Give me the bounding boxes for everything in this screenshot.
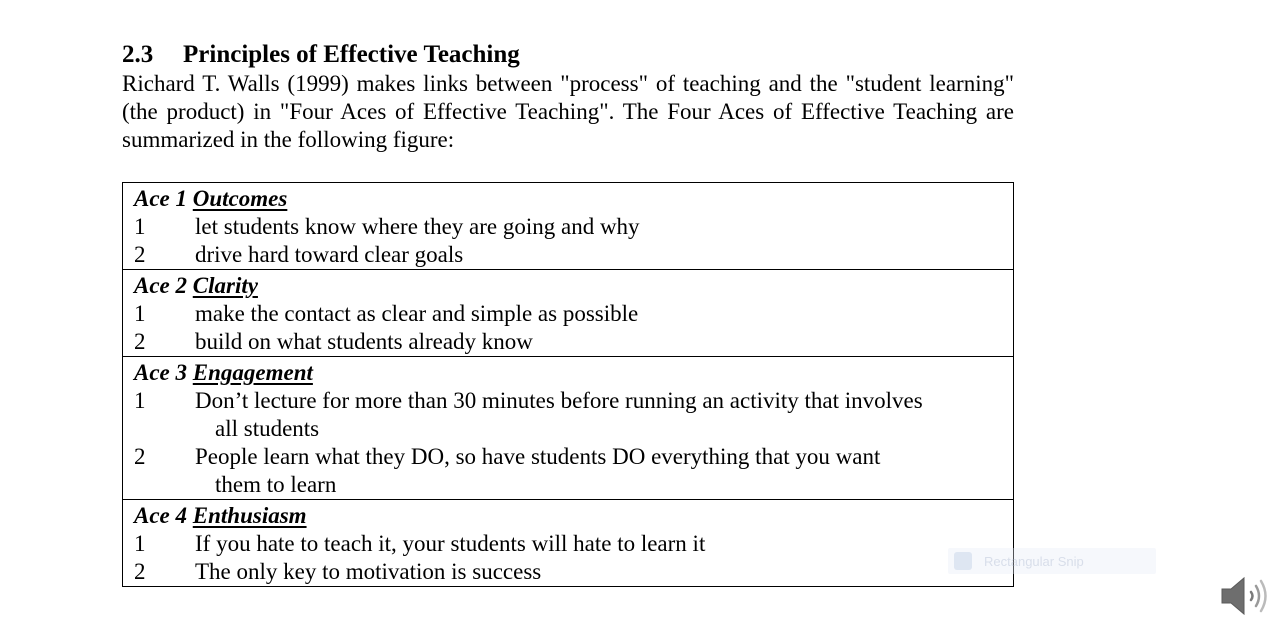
ace-title (134, 184, 985, 213)
item-text (195, 558, 985, 586)
four-aces-table (122, 182, 1014, 587)
item-number: 1 (134, 214, 146, 239)
ace-row-2 (123, 269, 1013, 356)
item-number: 2 (134, 329, 146, 354)
ace-topic: Enthusiasm (192, 503, 307, 528)
ace-row-1 (123, 183, 1013, 269)
ace-label: Ace 2 (134, 273, 188, 298)
ace-row-4 (123, 499, 1013, 586)
item-number: 1 (134, 388, 146, 413)
ace-title (134, 501, 985, 530)
ace-item (134, 530, 985, 558)
ace-label: Ace 1 (134, 186, 188, 211)
item-line: Don’t lecture for more than 30 minutes before running an activity that involves (195, 388, 923, 413)
item-text (195, 241, 985, 269)
ace-item (134, 387, 985, 443)
item-line: People learn what they DO, so have students DO everything that you want (195, 444, 881, 469)
item-number: 1 (134, 301, 146, 326)
item-text (195, 530, 985, 558)
item-line: build on what students already know (195, 329, 533, 354)
section-heading (122, 40, 1014, 70)
item-number: 2 (134, 444, 146, 469)
item-text (195, 387, 985, 443)
watermark-text: Rectangular Snip (984, 553, 1084, 569)
ace-row-3 (123, 356, 1013, 499)
ace-topic: Outcomes (192, 186, 288, 211)
speaker-icon[interactable] (1218, 570, 1270, 622)
ace-item (134, 558, 985, 586)
ace-item (134, 328, 985, 356)
intro-paragraph: Richard T. Walls (1999) makes links between "process" of teaching and the "student learning" (the product) in "Four Aces of Effective Teaching". The Four Aces of Effective Teaching are summarized in the following figure: (122, 71, 1014, 152)
ace-item (134, 213, 985, 241)
ace-label: Ace 3 (134, 360, 188, 385)
ace-topic: Engagement (192, 360, 313, 385)
snip-watermark (948, 548, 1156, 574)
section-title: Principles of Effective Teaching (183, 41, 520, 68)
item-line: make the contact as clear and simple as possible (195, 301, 639, 326)
item-line-continued: them to learn (215, 472, 337, 497)
item-line: let students know where they are going and why (195, 214, 640, 239)
item-line-continued: all students (215, 416, 320, 441)
item-number: 1 (134, 531, 146, 556)
ace-title (134, 358, 985, 387)
document-page (122, 40, 1014, 587)
item-line: The only key to motivation is success (195, 559, 542, 584)
section-number: 2.3 (122, 41, 154, 68)
item-text (195, 213, 985, 241)
snip-icon (954, 552, 972, 570)
ace-topic: Clarity (192, 273, 258, 298)
ace-label: Ace 4 (134, 503, 188, 528)
item-line: drive hard toward clear goals (195, 242, 464, 267)
ace-item (134, 300, 985, 328)
item-text (195, 328, 985, 356)
item-number: 2 (134, 559, 146, 584)
ace-item (134, 443, 985, 499)
ace-title (134, 271, 985, 300)
item-number: 2 (134, 242, 146, 267)
item-text (195, 300, 985, 328)
item-text (195, 443, 985, 499)
item-line: If you hate to teach it, your students will hate to learn it (195, 531, 706, 556)
ace-item (134, 241, 985, 269)
